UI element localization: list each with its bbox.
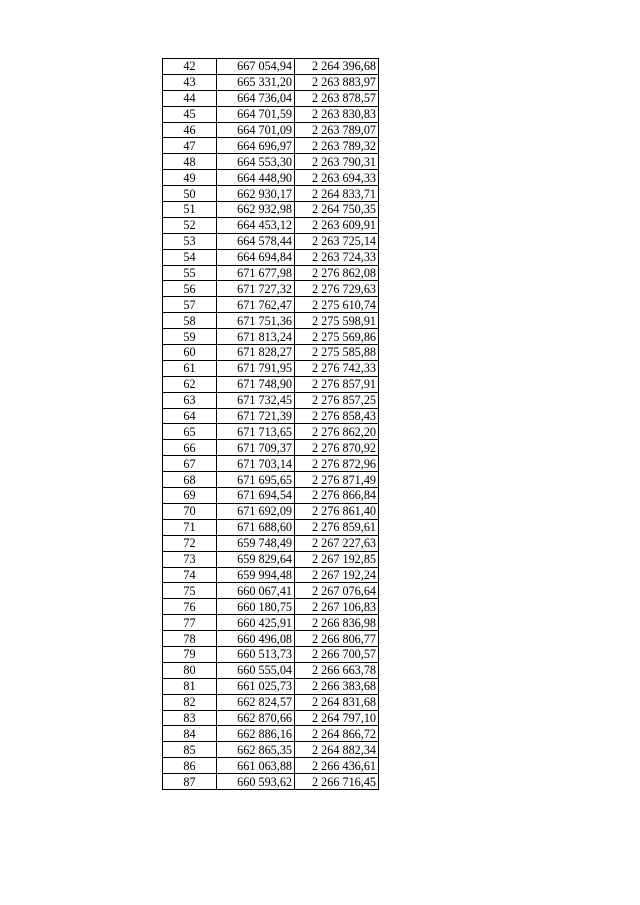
table-row — [163, 90, 379, 106]
point-number-cell: 83 — [163, 710, 217, 726]
x-coordinate-cell: 671 748,90 — [217, 376, 295, 392]
x-coordinate-cell: 671 688,60 — [217, 519, 295, 535]
x-coordinate-cell: 660 425,91 — [217, 615, 295, 631]
table-row — [163, 742, 379, 758]
y-coordinate-cell: 2 276 742,33 — [295, 360, 379, 376]
y-coordinate-cell: 2 264 831,68 — [295, 694, 379, 710]
x-coordinate-cell: 660 555,04 — [217, 662, 295, 678]
point-number-cell: 85 — [163, 742, 217, 758]
table-row — [163, 710, 379, 726]
x-coordinate-cell: 671 692,09 — [217, 503, 295, 519]
table-row — [163, 186, 379, 202]
table-row — [163, 631, 379, 647]
point-number-cell: 79 — [163, 646, 217, 662]
table-row — [163, 440, 379, 456]
point-number-cell: 48 — [163, 154, 217, 170]
coordinates-table-body — [163, 59, 379, 790]
point-number-cell: 44 — [163, 90, 217, 106]
x-coordinate-cell: 665 331,20 — [217, 74, 295, 90]
point-number-cell: 42 — [163, 59, 217, 75]
y-coordinate-cell: 2 276 861,40 — [295, 503, 379, 519]
table-row — [163, 360, 379, 376]
point-number-cell: 53 — [163, 233, 217, 249]
y-coordinate-cell: 2 266 663,78 — [295, 662, 379, 678]
y-coordinate-cell: 2 263 830,83 — [295, 106, 379, 122]
table-row — [163, 74, 379, 90]
x-coordinate-cell: 671 713,65 — [217, 424, 295, 440]
table-row — [163, 519, 379, 535]
x-coordinate-cell: 664 696,97 — [217, 138, 295, 154]
table-row — [163, 424, 379, 440]
table-row — [163, 202, 379, 218]
table-row — [163, 392, 379, 408]
y-coordinate-cell: 2 275 610,74 — [295, 297, 379, 313]
x-coordinate-cell: 671 703,14 — [217, 456, 295, 472]
y-coordinate-cell: 2 276 729,63 — [295, 281, 379, 297]
point-number-cell: 84 — [163, 726, 217, 742]
x-coordinate-cell: 659 994,48 — [217, 567, 295, 583]
table-row — [163, 233, 379, 249]
point-number-cell: 74 — [163, 567, 217, 583]
point-number-cell: 60 — [163, 345, 217, 361]
x-coordinate-cell: 660 593,62 — [217, 774, 295, 790]
x-coordinate-cell: 671 727,32 — [217, 281, 295, 297]
x-coordinate-cell: 664 448,90 — [217, 170, 295, 186]
coordinates-table — [162, 58, 379, 790]
y-coordinate-cell: 2 267 192,24 — [295, 567, 379, 583]
point-number-cell: 55 — [163, 265, 217, 281]
table-row — [163, 567, 379, 583]
y-coordinate-cell: 2 267 106,83 — [295, 599, 379, 615]
table-row — [163, 488, 379, 504]
table-row — [163, 138, 379, 154]
x-coordinate-cell: 664 578,44 — [217, 233, 295, 249]
point-number-cell: 45 — [163, 106, 217, 122]
x-coordinate-cell: 662 932,98 — [217, 202, 295, 218]
y-coordinate-cell: 2 263 609,91 — [295, 217, 379, 233]
x-coordinate-cell: 660 513,73 — [217, 646, 295, 662]
point-number-cell: 81 — [163, 678, 217, 694]
table-row — [163, 122, 379, 138]
x-coordinate-cell: 660 067,41 — [217, 583, 295, 599]
y-coordinate-cell: 2 263 724,33 — [295, 249, 379, 265]
y-coordinate-cell: 2 264 396,68 — [295, 59, 379, 75]
x-coordinate-cell: 671 695,65 — [217, 472, 295, 488]
x-coordinate-cell: 664 701,59 — [217, 106, 295, 122]
point-number-cell: 76 — [163, 599, 217, 615]
y-coordinate-cell: 2 276 857,91 — [295, 376, 379, 392]
point-number-cell: 61 — [163, 360, 217, 376]
x-coordinate-cell: 671 791,95 — [217, 360, 295, 376]
x-coordinate-cell: 671 751,36 — [217, 313, 295, 329]
table-row — [163, 106, 379, 122]
y-coordinate-cell: 2 264 882,34 — [295, 742, 379, 758]
table-row — [163, 249, 379, 265]
x-coordinate-cell: 664 553,30 — [217, 154, 295, 170]
x-coordinate-cell: 671 721,39 — [217, 408, 295, 424]
x-coordinate-cell: 667 054,94 — [217, 59, 295, 75]
x-coordinate-cell: 662 824,57 — [217, 694, 295, 710]
point-number-cell: 82 — [163, 694, 217, 710]
x-coordinate-cell: 664 736,04 — [217, 90, 295, 106]
table-row — [163, 758, 379, 774]
y-coordinate-cell: 2 276 870,92 — [295, 440, 379, 456]
point-number-cell: 63 — [163, 392, 217, 408]
table-row — [163, 678, 379, 694]
point-number-cell: 75 — [163, 583, 217, 599]
x-coordinate-cell: 671 677,98 — [217, 265, 295, 281]
y-coordinate-cell: 2 275 598,91 — [295, 313, 379, 329]
point-number-cell: 51 — [163, 202, 217, 218]
point-number-cell: 49 — [163, 170, 217, 186]
table-row — [163, 59, 379, 75]
table-row — [163, 551, 379, 567]
point-number-cell: 86 — [163, 758, 217, 774]
x-coordinate-cell: 660 180,75 — [217, 599, 295, 615]
table-row — [163, 503, 379, 519]
point-number-cell: 68 — [163, 472, 217, 488]
y-coordinate-cell: 2 276 862,20 — [295, 424, 379, 440]
table-row — [163, 297, 379, 313]
point-number-cell: 59 — [163, 329, 217, 345]
x-coordinate-cell: 664 453,12 — [217, 217, 295, 233]
point-number-cell: 73 — [163, 551, 217, 567]
y-coordinate-cell: 2 276 872,96 — [295, 456, 379, 472]
y-coordinate-cell: 2 264 866,72 — [295, 726, 379, 742]
y-coordinate-cell: 2 267 076,64 — [295, 583, 379, 599]
point-number-cell: 80 — [163, 662, 217, 678]
table-row — [163, 281, 379, 297]
table-row — [163, 345, 379, 361]
y-coordinate-cell: 2 263 694,33 — [295, 170, 379, 186]
point-number-cell: 58 — [163, 313, 217, 329]
x-coordinate-cell: 671 762,47 — [217, 297, 295, 313]
table-row — [163, 472, 379, 488]
x-coordinate-cell: 661 025,73 — [217, 678, 295, 694]
y-coordinate-cell: 2 266 700,57 — [295, 646, 379, 662]
x-coordinate-cell: 659 829,64 — [217, 551, 295, 567]
x-coordinate-cell: 671 694,54 — [217, 488, 295, 504]
x-coordinate-cell: 662 886,16 — [217, 726, 295, 742]
table-row — [163, 376, 379, 392]
point-number-cell: 52 — [163, 217, 217, 233]
table-row — [163, 774, 379, 790]
point-number-cell: 87 — [163, 774, 217, 790]
table-row — [163, 583, 379, 599]
y-coordinate-cell: 2 267 227,63 — [295, 535, 379, 551]
point-number-cell: 54 — [163, 249, 217, 265]
x-coordinate-cell: 671 828,27 — [217, 345, 295, 361]
table-row — [163, 646, 379, 662]
table-row — [163, 535, 379, 551]
point-number-cell: 77 — [163, 615, 217, 631]
x-coordinate-cell: 671 813,24 — [217, 329, 295, 345]
x-coordinate-cell: 662 865,35 — [217, 742, 295, 758]
table-row — [163, 329, 379, 345]
y-coordinate-cell: 2 263 725,14 — [295, 233, 379, 249]
y-coordinate-cell: 2 266 383,68 — [295, 678, 379, 694]
point-number-cell: 47 — [163, 138, 217, 154]
x-coordinate-cell: 671 732,45 — [217, 392, 295, 408]
table-row — [163, 694, 379, 710]
x-coordinate-cell: 662 930,17 — [217, 186, 295, 202]
x-coordinate-cell: 664 694,84 — [217, 249, 295, 265]
y-coordinate-cell: 2 267 192,85 — [295, 551, 379, 567]
table-row — [163, 154, 379, 170]
y-coordinate-cell: 2 263 883,97 — [295, 74, 379, 90]
table-row — [163, 408, 379, 424]
table-row — [163, 662, 379, 678]
point-number-cell: 69 — [163, 488, 217, 504]
y-coordinate-cell: 2 263 789,32 — [295, 138, 379, 154]
y-coordinate-cell: 2 275 569,86 — [295, 329, 379, 345]
y-coordinate-cell: 2 276 859,61 — [295, 519, 379, 535]
y-coordinate-cell: 2 276 871,49 — [295, 472, 379, 488]
y-coordinate-cell: 2 263 790,31 — [295, 154, 379, 170]
point-number-cell: 57 — [163, 297, 217, 313]
y-coordinate-cell: 2 263 789,07 — [295, 122, 379, 138]
y-coordinate-cell: 2 276 862,08 — [295, 265, 379, 281]
x-coordinate-cell: 659 748,49 — [217, 535, 295, 551]
table-row — [163, 599, 379, 615]
y-coordinate-cell: 2 266 836,98 — [295, 615, 379, 631]
point-number-cell: 64 — [163, 408, 217, 424]
point-number-cell: 71 — [163, 519, 217, 535]
point-number-cell: 70 — [163, 503, 217, 519]
y-coordinate-cell: 2 266 716,45 — [295, 774, 379, 790]
table-row — [163, 456, 379, 472]
y-coordinate-cell: 2 264 750,35 — [295, 202, 379, 218]
table-row — [163, 726, 379, 742]
x-coordinate-cell: 660 496,08 — [217, 631, 295, 647]
table-row — [163, 217, 379, 233]
x-coordinate-cell: 671 709,37 — [217, 440, 295, 456]
point-number-cell: 72 — [163, 535, 217, 551]
table-row — [163, 313, 379, 329]
table-row — [163, 615, 379, 631]
x-coordinate-cell: 664 701,09 — [217, 122, 295, 138]
y-coordinate-cell: 2 264 833,71 — [295, 186, 379, 202]
point-number-cell: 43 — [163, 74, 217, 90]
y-coordinate-cell: 2 266 436,61 — [295, 758, 379, 774]
y-coordinate-cell: 2 275 585,88 — [295, 345, 379, 361]
point-number-cell: 65 — [163, 424, 217, 440]
y-coordinate-cell: 2 276 857,25 — [295, 392, 379, 408]
table-row — [163, 265, 379, 281]
x-coordinate-cell: 661 063,88 — [217, 758, 295, 774]
table-row — [163, 170, 379, 186]
point-number-cell: 50 — [163, 186, 217, 202]
y-coordinate-cell: 2 263 878,57 — [295, 90, 379, 106]
point-number-cell: 56 — [163, 281, 217, 297]
point-number-cell: 67 — [163, 456, 217, 472]
y-coordinate-cell: 2 266 806,77 — [295, 631, 379, 647]
y-coordinate-cell: 2 276 866,84 — [295, 488, 379, 504]
point-number-cell: 62 — [163, 376, 217, 392]
y-coordinate-cell: 2 264 797,10 — [295, 710, 379, 726]
point-number-cell: 46 — [163, 122, 217, 138]
x-coordinate-cell: 662 870,66 — [217, 710, 295, 726]
point-number-cell: 78 — [163, 631, 217, 647]
y-coordinate-cell: 2 276 858,43 — [295, 408, 379, 424]
point-number-cell: 66 — [163, 440, 217, 456]
